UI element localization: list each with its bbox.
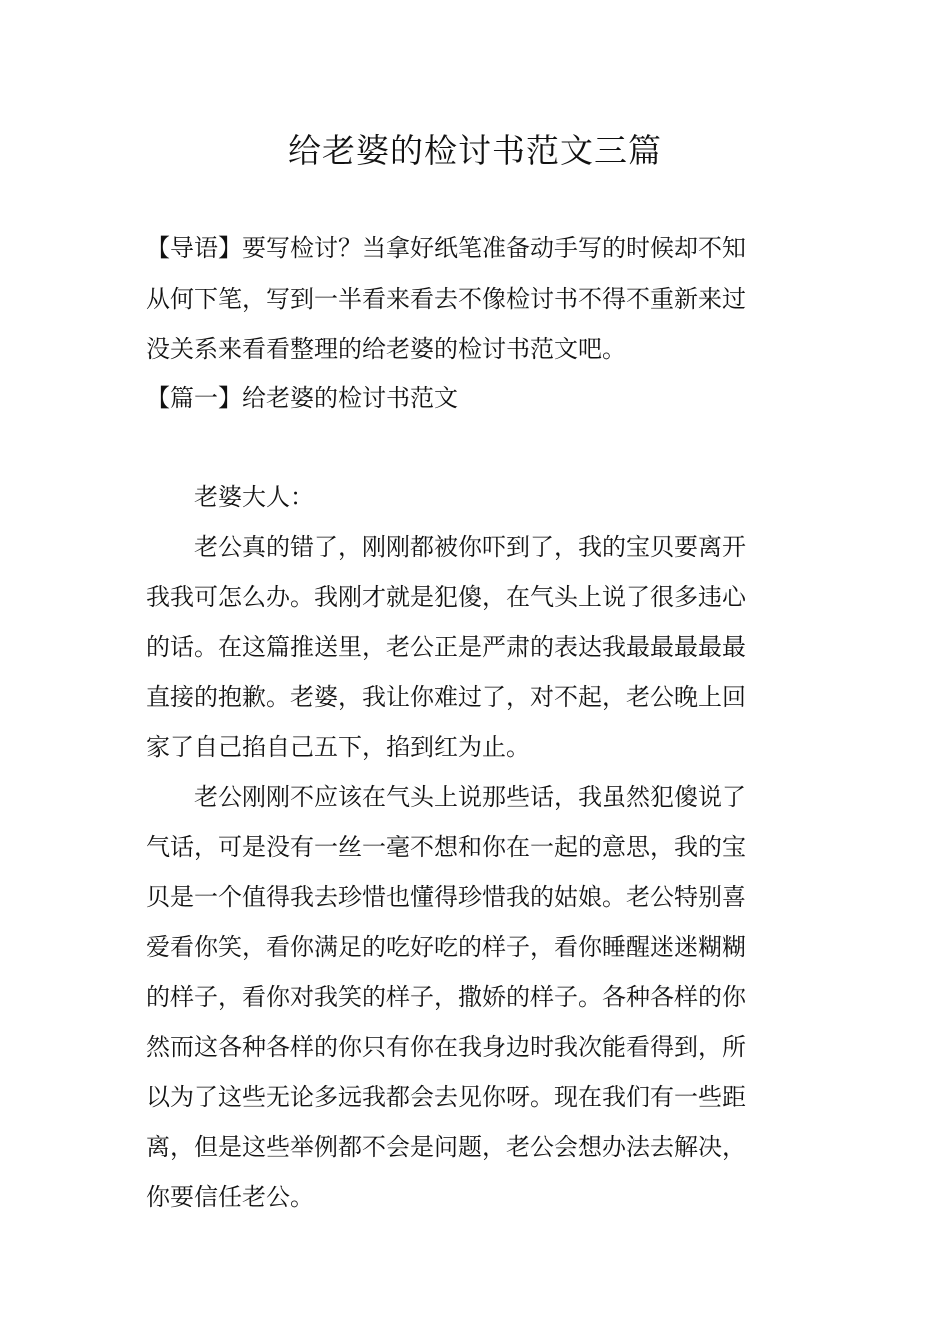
paragraph-2-line-1: 老公刚刚不应该在气头上说那些话，我虽然犯傻说了 <box>194 783 746 811</box>
paragraph-2-line-8: 离，但是这些举例都不会是问题，老公会想办法去解决， <box>146 1133 746 1161</box>
paragraph-2-line-2: 气话，可是没有一丝一毫不想和你在一起的意思，我的宝 <box>146 833 746 861</box>
paragraph-1-line-2: 我我可怎么办。我刚才就是犯傻，在气头上说了很多违心 <box>146 583 746 611</box>
paragraph-2-line-3: 贝是一个值得我去珍惜也懂得珍惜我的姑娘。老公特别喜 <box>146 883 746 911</box>
section-heading: 【篇一】给老婆的检讨书范文 <box>146 384 458 412</box>
paragraph-2-line-9: 你要信任老公。 <box>146 1183 314 1211</box>
intro-line-3: 没关系来看看整理的给老婆的检讨书范文吧。 <box>146 335 626 363</box>
paragraph-2-line-7: 以为了这些无论多远我都会去见你呀。现在我们有一些距 <box>146 1083 746 1111</box>
paragraph-2-line-5: 的样子，看你对我笑的样子，撒娇的样子。各种各样的你 <box>146 983 746 1011</box>
salutation: 老婆大人： <box>194 483 314 511</box>
document-title: 给老婆的检讨书范文三篇 <box>288 131 662 170</box>
intro-line-2: 从何下笔，写到一半看来看去不像检讨书不得不重新来过 <box>146 285 746 313</box>
paragraph-2-line-6: 然而这各种各样的你只有你在我身边时我次能看得到，所 <box>146 1033 746 1061</box>
paragraph-1-line-4: 直接的抱歉。老婆，我让你难过了，对不起，老公晚上回 <box>146 683 746 711</box>
paragraph-1-line-1: 老公真的错了，刚刚都被你吓到了，我的宝贝要离开 <box>194 533 746 561</box>
paragraph-2-line-4: 爱看你笑，看你满足的吃好吃的样子，看你睡醒迷迷糊糊 <box>146 933 746 961</box>
paragraph-1-line-5: 家了自己掐自己五下，掐到红为止。 <box>146 733 530 761</box>
paragraph-1-line-3: 的话。在这篇推送里，老公正是严肃的表达我最最最最最 <box>146 633 746 661</box>
intro-line-1: 【导语】要写检讨？当拿好纸笔准备动手写的时候却不知 <box>146 234 746 262</box>
